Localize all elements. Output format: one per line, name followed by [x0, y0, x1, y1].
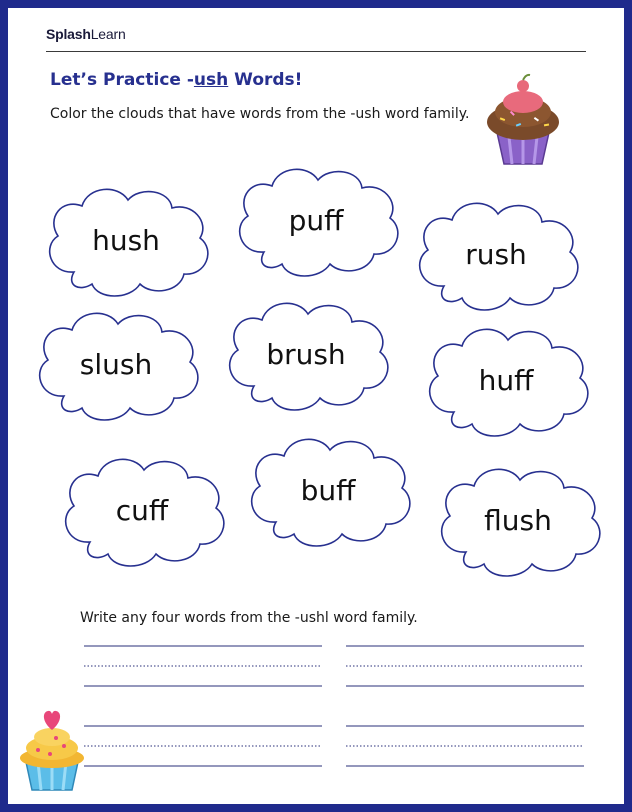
cloud-word: slush [79, 348, 153, 381]
worksheet-page [8, 8, 624, 804]
cloud-word: puff [288, 204, 344, 237]
write-prompt: Write any four words from the -ushl word family. [80, 610, 418, 626]
writing-lines [8, 8, 624, 804]
title-underlined: ush [193, 70, 229, 90]
brand-logo-light: Learn [90, 26, 126, 42]
title-suffix: Words! [228, 70, 303, 90]
cloud-word: cuff [115, 494, 169, 527]
cloud-word: brush [266, 338, 346, 371]
cloud-word: flush [484, 504, 552, 537]
cloud-word: rush [465, 238, 527, 271]
title-prefix: Let’s Practice - [50, 70, 194, 90]
cloud-word: buff [300, 474, 356, 507]
cloud-word: huff [478, 364, 534, 397]
cupcake-heart-icon [16, 706, 88, 792]
brand-logo-bold: Splash [46, 26, 91, 42]
cloud-word: hush [92, 224, 160, 257]
instruction-text: Color the clouds that have words from the -ush word family. [50, 106, 470, 122]
